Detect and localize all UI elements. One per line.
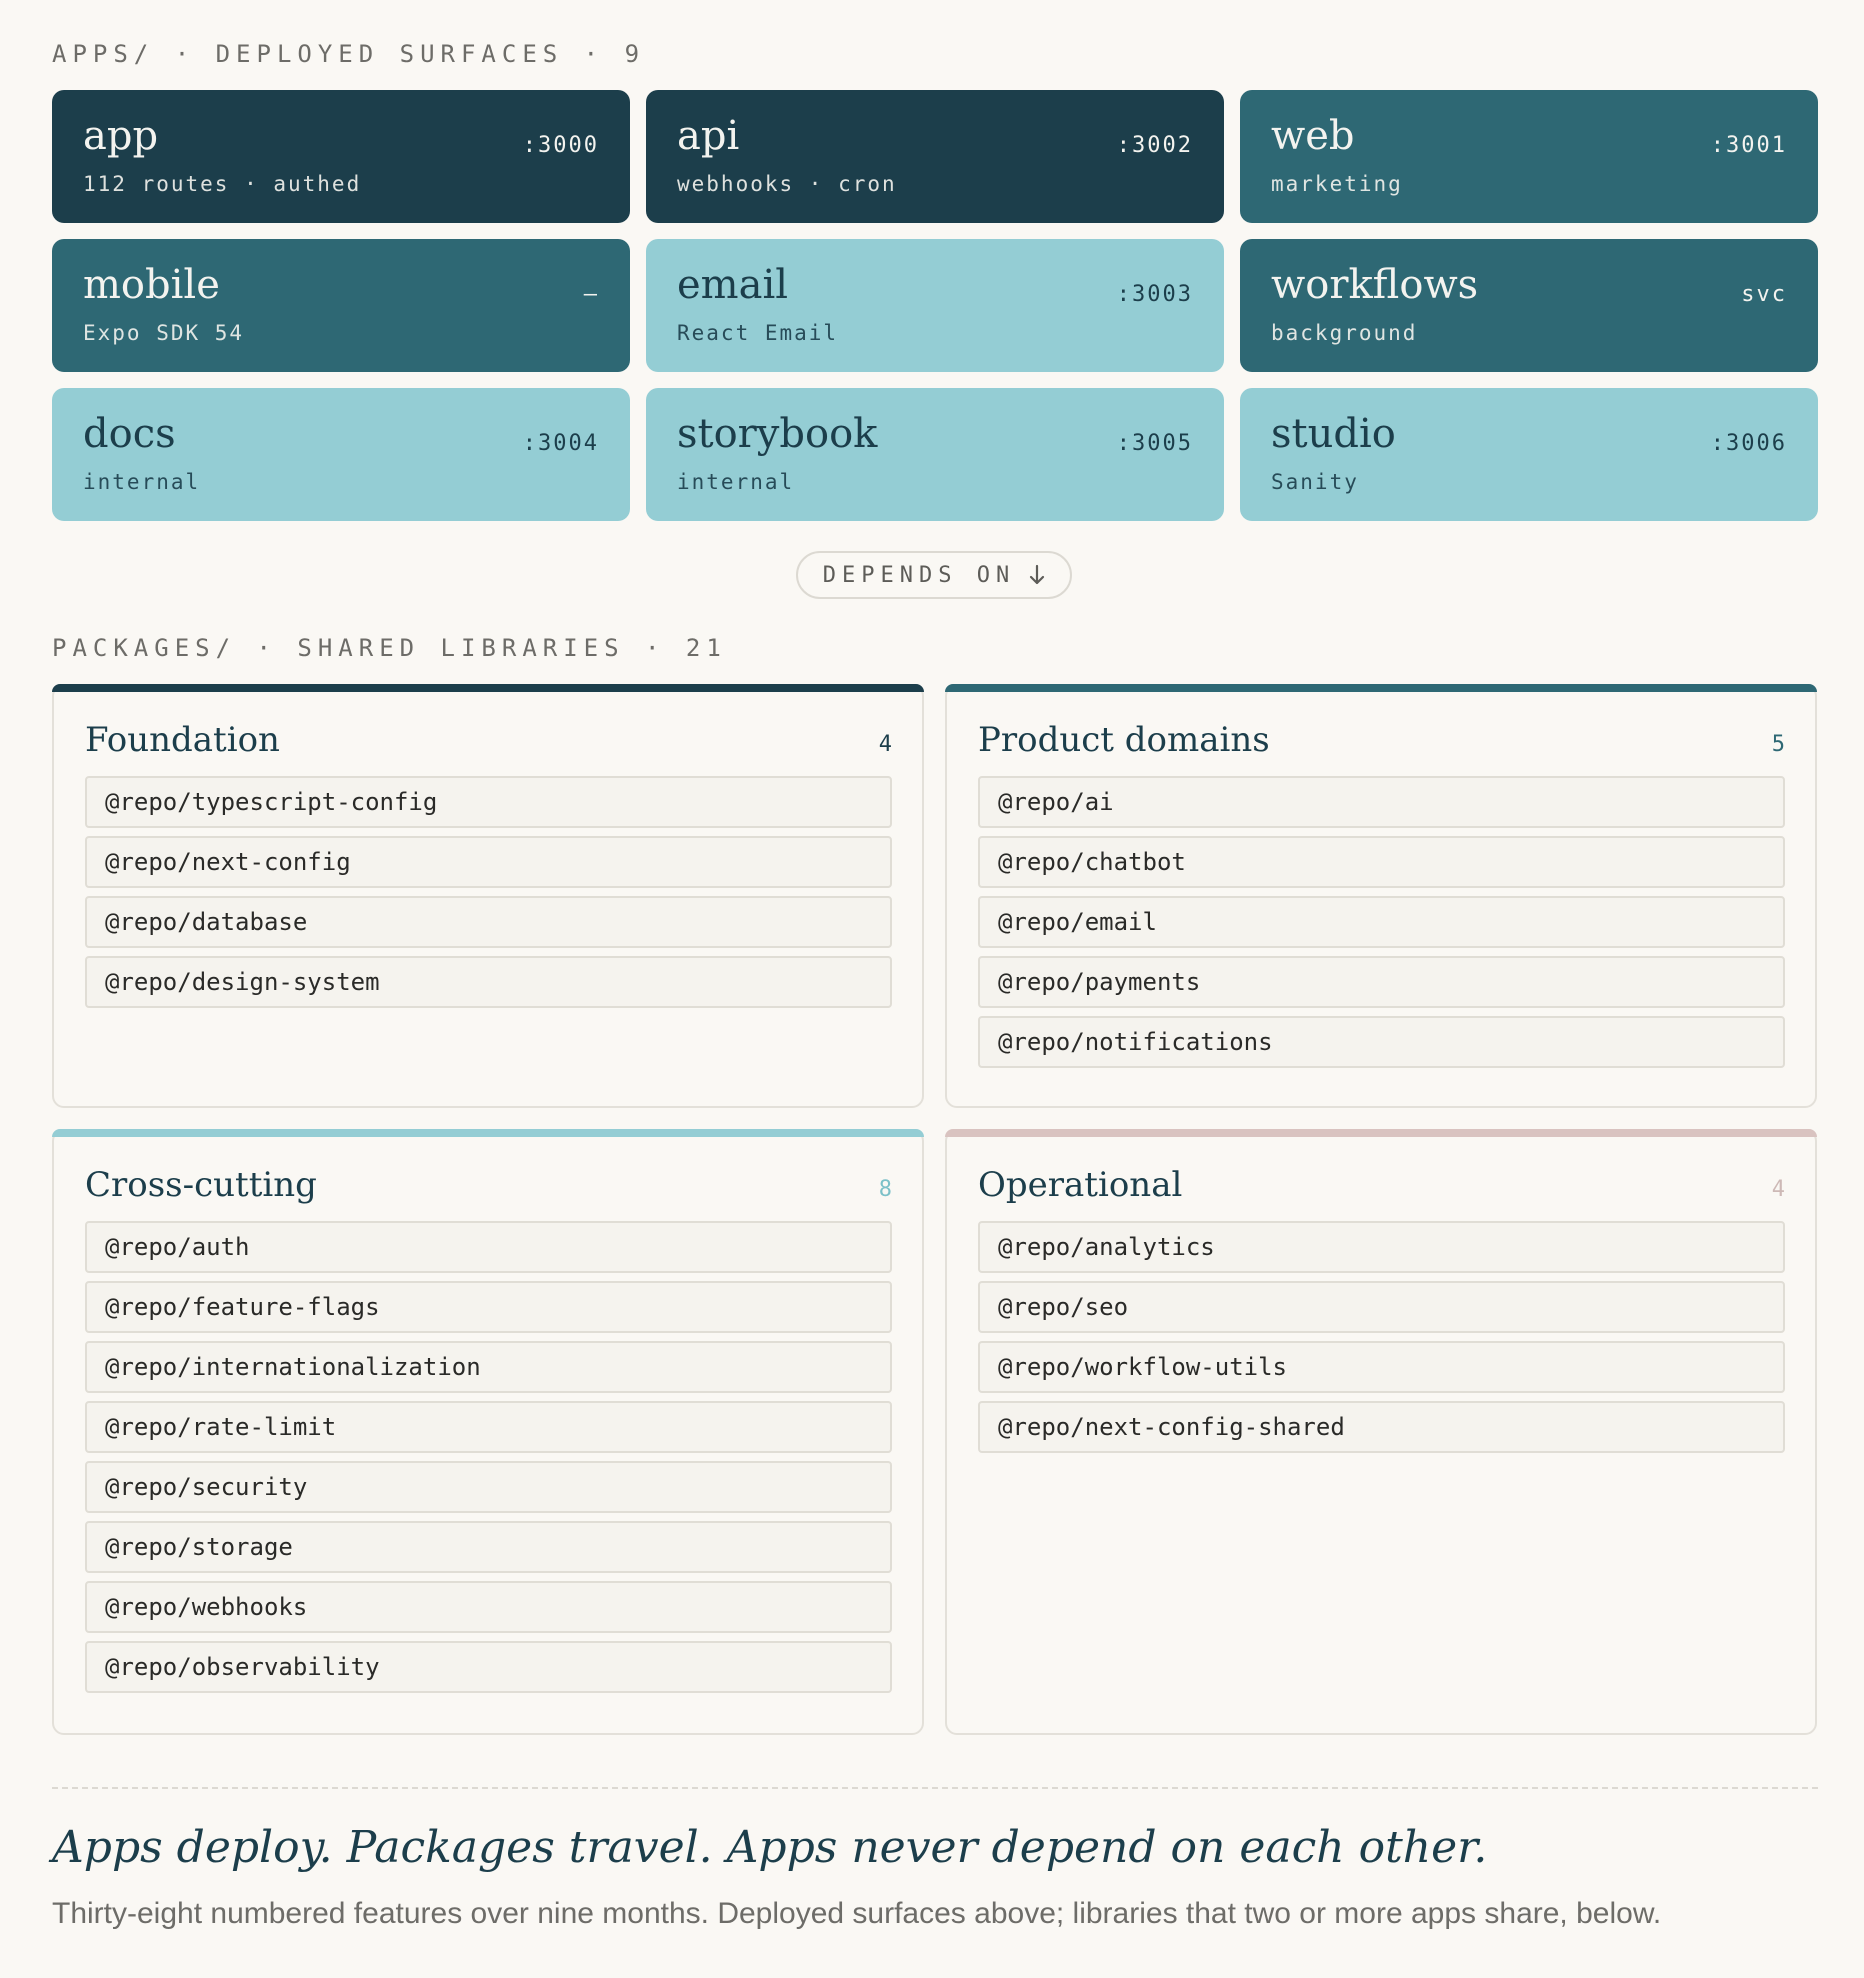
app-name: web [1271, 113, 1355, 159]
app-name: docs [83, 411, 176, 457]
group-header [978, 1165, 1785, 1205]
package-item: @repo/analytics [978, 1221, 1785, 1273]
app-subtitle: marketing [1271, 172, 1403, 196]
app-card-docs [52, 388, 630, 521]
app-card-storybook [646, 388, 1224, 521]
package-item: @repo/next-config [85, 836, 892, 888]
app-subtitle: Expo SDK 54 [83, 321, 245, 345]
package-item: @repo/typescript-config [85, 776, 892, 828]
app-name: app [83, 113, 159, 159]
app-name: email [677, 262, 789, 308]
app-name: api [677, 113, 740, 159]
group-count: 4 [878, 732, 892, 757]
package-groups [52, 684, 1817, 1735]
app-subtitle: 112 routes · authed [83, 172, 362, 196]
app-port: :3003 [1116, 282, 1193, 307]
depends-on-label: DEPENDS ON [822, 562, 1016, 588]
package-item: @repo/payments [978, 956, 1785, 1008]
depends-on-pill [796, 551, 1072, 599]
package-item: @repo/storage [85, 1521, 892, 1573]
app-card-mobile [52, 239, 630, 372]
group-title: Product domains [978, 720, 1270, 760]
apps-grid [52, 90, 1818, 521]
group-accent-bar [52, 684, 924, 692]
app-card-web [1240, 90, 1818, 223]
app-port: :3006 [1710, 431, 1787, 456]
app-subtitle: internal [83, 470, 201, 494]
packages-section-label: PACKAGES/ · SHARED LIBRARIES · 21 [52, 634, 727, 662]
app-subtitle: background [1271, 321, 1418, 345]
app-port: :3002 [1116, 133, 1193, 158]
package-item: @repo/email [978, 896, 1785, 948]
tagline: Apps deploy. Packages travel. Apps never depend on each other. [52, 1822, 1488, 1873]
app-card-app [52, 90, 630, 223]
package-item: @repo/auth [85, 1221, 892, 1273]
app-port: :3001 [1710, 133, 1787, 158]
group-title: Operational [978, 1165, 1183, 1205]
app-port: :3005 [1116, 431, 1193, 456]
app-port: :3000 [522, 133, 599, 158]
group-accent-bar [52, 1129, 924, 1137]
app-name: mobile [83, 262, 220, 308]
app-card-workflows [1240, 239, 1818, 372]
package-item: @repo/seo [978, 1281, 1785, 1333]
group-count: 8 [878, 1177, 892, 1202]
arrow-down-icon [1029, 564, 1045, 586]
package-item: @repo/rate-limit [85, 1401, 892, 1453]
package-item: @repo/security [85, 1461, 892, 1513]
group-header [85, 720, 892, 760]
app-card-studio [1240, 388, 1818, 521]
package-item: @repo/internationalization [85, 1341, 892, 1393]
app-name: storybook [677, 411, 878, 457]
app-port: svc [1741, 282, 1787, 307]
package-item: @repo/notifications [978, 1016, 1785, 1068]
group-count: 4 [1771, 1177, 1785, 1202]
package-item: @repo/ai [978, 776, 1785, 828]
package-group-foundation [52, 684, 924, 1108]
package-item: @repo/database [85, 896, 892, 948]
package-item: @repo/design-system [85, 956, 892, 1008]
app-card-api [646, 90, 1224, 223]
package-item: @repo/webhooks [85, 1581, 892, 1633]
group-header [85, 1165, 892, 1205]
app-name: studio [1271, 411, 1396, 457]
package-item: @repo/workflow-utils [978, 1341, 1785, 1393]
package-group-cross-cutting [52, 1129, 924, 1735]
apps-section-label: APPS/ · DEPLOYED SURFACES · 9 [52, 40, 646, 68]
app-subtitle: React Email [677, 321, 839, 345]
group-accent-bar [945, 684, 1817, 692]
app-name: workflows [1271, 262, 1479, 308]
package-item: @repo/next-config-shared [978, 1401, 1785, 1453]
app-port: :3004 [522, 431, 599, 456]
package-item: @repo/chatbot [978, 836, 1785, 888]
group-title: Cross-cutting [85, 1165, 317, 1205]
package-item: @repo/feature-flags [85, 1281, 892, 1333]
package-group-product-domains [945, 684, 1817, 1108]
group-title: Foundation [85, 720, 280, 760]
package-group-operational [945, 1129, 1817, 1735]
app-subtitle: webhooks · cron [677, 172, 897, 196]
group-accent-bar [945, 1129, 1817, 1137]
divider [52, 1787, 1818, 1789]
package-item: @repo/observability [85, 1641, 892, 1693]
group-header [978, 720, 1785, 760]
app-subtitle: Sanity [1271, 470, 1359, 494]
app-port: — [583, 282, 599, 307]
group-count: 5 [1771, 732, 1785, 757]
description: Thirty-eight numbered features over nine months. Deployed surfaces above; libraries that two or more apps share, below. [52, 1897, 1662, 1930]
app-card-email [646, 239, 1224, 372]
app-subtitle: internal [677, 470, 795, 494]
